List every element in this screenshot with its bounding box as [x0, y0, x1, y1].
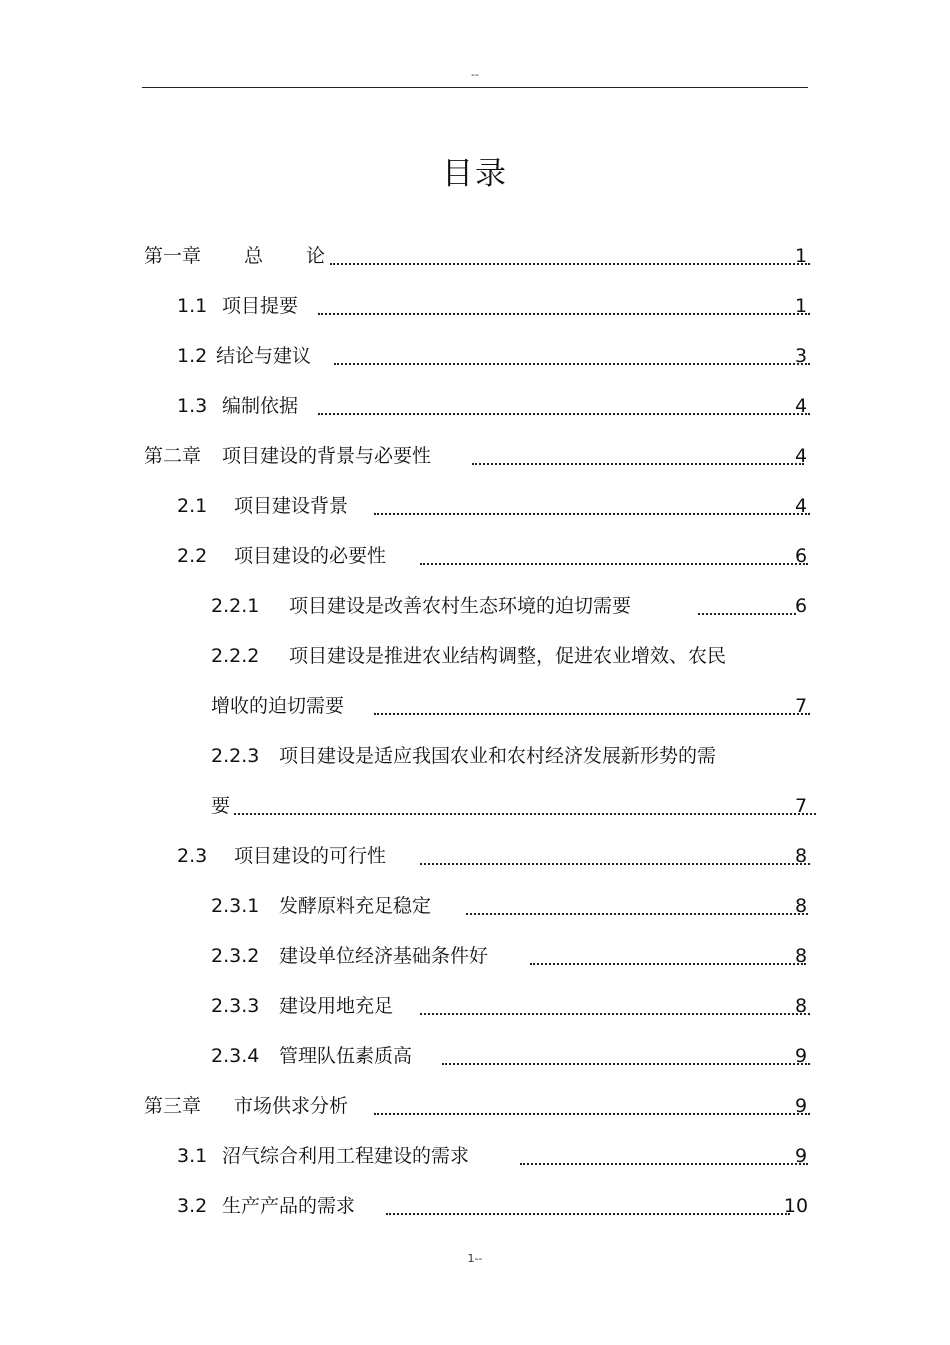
toc-entry-number: 2.2.2	[211, 645, 260, 667]
toc-entry-number: 2.2	[177, 545, 208, 567]
toc-entry-number: 2.3.2	[211, 945, 260, 967]
toc-leader-dots	[420, 851, 810, 865]
toc-entry-title: 项目建设的可行性	[234, 845, 387, 867]
toc-entry-number: 第二章	[144, 445, 202, 467]
toc-entry-2-2[interactable]	[0, 540, 950, 572]
toc-entry-3-2[interactable]	[0, 1190, 950, 1222]
toc-entry-chapter-2[interactable]	[0, 440, 950, 472]
toc-entry-chapter-3[interactable]	[0, 1090, 950, 1122]
toc-entry-2-3-1[interactable]	[0, 890, 950, 922]
toc-entry-chapter-1[interactable]	[0, 240, 950, 272]
toc-entry-title: 项目建设是改善农村生态环境的迫切需要	[289, 595, 632, 617]
toc-entry-page: 10	[783, 1195, 809, 1217]
toc-leader-dots	[330, 251, 810, 265]
toc-entry-title: 生产产品的需求	[222, 1195, 356, 1217]
toc-entry-title: 建设用地充足	[279, 995, 394, 1017]
toc-entry-2-2-3-continuation[interactable]	[0, 790, 950, 822]
toc-entry-title: 管理队伍素质高	[279, 1045, 413, 1067]
toc-entry-page: 4	[794, 395, 808, 417]
toc-entry-title-continuation: 要	[211, 795, 231, 817]
toc-entry-2-2-1[interactable]	[0, 590, 950, 622]
toc-entry-title: 项目建设是适应我国农业和农村经济发展新形势的需	[279, 745, 717, 767]
toc-entry-3-1[interactable]	[0, 1140, 950, 1172]
toc-entry-page: 4	[794, 445, 808, 467]
header-rule	[142, 87, 808, 88]
toc-leader-dots	[520, 1151, 808, 1165]
toc-leader-dots	[466, 901, 808, 915]
toc-entry-2-2-2-continuation[interactable]	[0, 690, 950, 722]
toc-entry-page: 9	[794, 1095, 808, 1117]
toc-leader-dots	[334, 351, 810, 365]
toc-entry-2-2-3[interactable]	[0, 740, 950, 772]
toc-entry-title: 编制依据	[222, 395, 299, 417]
toc-entry-2-3-2[interactable]	[0, 940, 950, 972]
toc-entry-page: 1	[794, 245, 808, 267]
toc-leader-dots	[318, 401, 810, 415]
toc-entry-page: 7	[794, 795, 808, 817]
toc-entry-page: 8	[794, 945, 808, 967]
toc-entry-title: 市场供求分析	[234, 1095, 349, 1117]
toc-entry-number: 2.2.1	[211, 595, 260, 617]
toc-entry-number: 3.2	[177, 1195, 208, 1217]
toc-entry-title: 建设单位经济基础条件好	[279, 945, 489, 967]
toc-entry-2-3-4[interactable]	[0, 1040, 950, 1072]
toc-entry-page: 8	[794, 845, 808, 867]
toc-entry-number: 2.3.3	[211, 995, 260, 1017]
toc-entry-title: 总 论	[244, 245, 338, 267]
toc-entry-1-1[interactable]	[0, 290, 950, 322]
toc-entry-page: 3	[794, 345, 808, 367]
toc-entry-title: 项目建设的背景与必要性	[222, 445, 432, 467]
toc-entry-title: 项目提要	[222, 295, 299, 317]
toc-entry-number: 第三章	[144, 1095, 202, 1117]
toc-entry-title: 沼气综合利用工程建设的需求	[222, 1145, 470, 1167]
toc-leader-dots	[420, 551, 808, 565]
toc-entry-number: 1.3	[177, 395, 208, 417]
page-footer-mark: 1--	[467, 1252, 483, 1265]
toc-entry-page: 8	[794, 995, 808, 1017]
toc-entry-page: 7	[794, 695, 808, 717]
toc-leader-dots	[530, 951, 806, 965]
toc-title: 目录	[442, 156, 508, 192]
toc-leader-dots	[442, 1051, 810, 1065]
toc-entry-page: 6	[794, 545, 808, 567]
toc-leader-dots	[472, 451, 804, 465]
toc-entry-title: 项目建设背景	[234, 495, 349, 517]
toc-entry-2-3[interactable]	[0, 840, 950, 872]
toc-entry-number: 2.3.4	[211, 1045, 260, 1067]
toc-entry-page: 4	[794, 495, 808, 517]
toc-leader-dots	[234, 801, 816, 815]
toc-entry-page: 1	[794, 295, 808, 317]
toc-entry-2-1[interactable]	[0, 490, 950, 522]
toc-entry-number: 2.3	[177, 845, 208, 867]
toc-entry-page: 9	[794, 1145, 808, 1167]
toc-entry-page: 6	[794, 595, 808, 617]
toc-entry-number: 2.1	[177, 495, 208, 517]
toc-entry-title: 结论与建议	[216, 345, 312, 367]
toc-entry-number: 1.1	[177, 295, 208, 317]
toc-leader-dots	[420, 1001, 810, 1015]
toc-entry-page: 8	[794, 895, 808, 917]
toc-entry-title: 发酵原料充足稳定	[279, 895, 432, 917]
page-header-mark: --	[471, 68, 479, 81]
toc-leader-dots	[374, 501, 810, 515]
toc-entry-2-3-3[interactable]	[0, 990, 950, 1022]
toc-entry-1-2[interactable]	[0, 340, 950, 372]
toc-entry-title: 项目建设是推进农业结构调整，促进农业增效、农民	[289, 645, 727, 667]
toc-entry-2-2-2[interactable]	[0, 640, 950, 672]
toc-entry-number: 2.2.3	[211, 745, 260, 767]
toc-entry-title: 项目建设的必要性	[234, 545, 387, 567]
toc-entry-1-3[interactable]	[0, 390, 950, 422]
toc-entry-page: 9	[794, 1045, 808, 1067]
toc-leader-dots	[386, 1201, 790, 1215]
toc-entry-number: 1.2	[177, 345, 208, 367]
toc-entry-title-continuation: 增收的迫切需要	[211, 695, 345, 717]
toc-entry-number: 3.1	[177, 1145, 208, 1167]
toc-leader-dots	[374, 1101, 810, 1115]
toc-entry-number: 2.3.1	[211, 895, 260, 917]
toc-leader-dots	[318, 301, 810, 315]
toc-leader-dots	[374, 701, 810, 715]
toc-entry-number: 第一章	[144, 245, 202, 267]
